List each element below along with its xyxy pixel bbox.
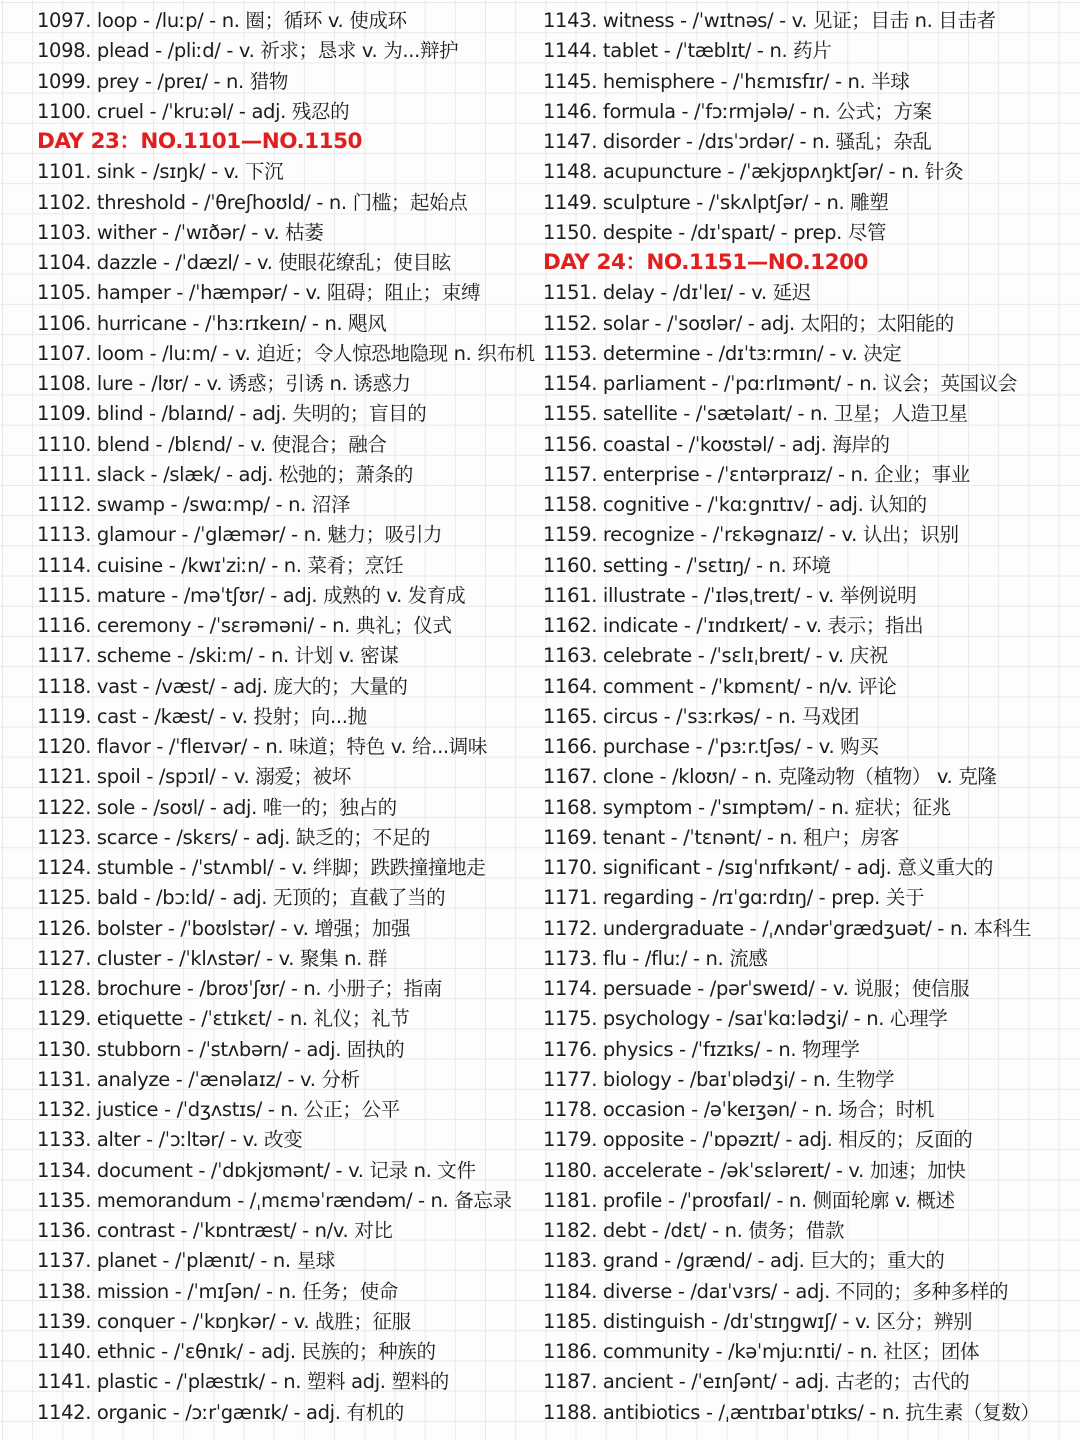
vocab-entry-1133: 1133. alter - /ˈɔːltər/ - v. 改变 [37,1128,303,1152]
vocab-entry-1108: 1108. lure - /lʊr/ - v. 诱惑；引诱 n. 诱惑力 [37,372,411,395]
vocab-entry-1180: 1180. accelerate - /əkˈsɛləreɪt/ - v. 加速；加快 [543,1158,966,1182]
vocab-entry-1159: 1159. recognize - /ˈrɛkəgnaɪz/ - v. 认出；识别 [543,523,959,547]
vocab-entry-1173: 1173. flu - /fluː/ - n. 流感 [543,946,768,970]
day-23-heading: DAY 23：NO.1101—NO.1150 [37,129,363,154]
vocab-entry-1123: 1123. scarce - /skɛrs/ - adj. 缺乏的；不足的 [37,825,431,849]
vocab-entry-1174: 1174. persuade - /pərˈsweɪd/ - v. 说服；使信服 [543,977,970,1000]
vocab-entry-1136: 1136. contrast - /ˈkɒntræst/ - n/v. 对比 [37,1219,393,1242]
vocab-entry-1099: 1099. prey - /preɪ/ - n. 猎物 [37,69,289,93]
vocab-entry-1147: 1147. disorder - /dɪsˈɔrdər/ - n. 骚乱；杂乱 [543,130,932,153]
vocab-entry-1181: 1181. profile - /ˈproʊfaɪl/ - n. 侧面轮廓 v. 概述 [543,1188,955,1212]
vocab-entry-1187: 1187. ancient - /ˈeɪnʃənt/ - adj. 古老的；古代的 [543,1370,970,1394]
vocab-entry-1113: 1113. glamour - /ˈglæmər/ - n. 魅力；吸引力 [37,523,443,547]
vocab-entry-1115: 1115. mature - /məˈtʃʊr/ - adj. 成熟的 v. 发育成 [37,583,466,607]
vocab-entry-1121: 1121. spoil - /spɔɪl/ - v. 溺爱；被坏 [37,765,351,789]
vocab-entry-1153: 1153. determine - /dɪˈtɜːrmɪn/ - v. 决定 [543,341,902,365]
vocab-entry-1105: 1105. hamper - /ˈhæmpər/ - v. 阻碍；阻止；束缚 [37,281,481,305]
vocab-entry-1139: 1139. conquer - /ˈkɒŋkər/ - v. 战胜；征服 [37,1309,411,1333]
vocab-entry-1179: 1179. opposite - /ˈɒpəzɪt/ - adj. 相反的；反面的 [543,1128,973,1152]
vocab-entry-1149: 1149. sculpture - /ˈskʌlptʃər/ - n. 雕塑 [543,190,889,214]
vocab-entry-1104: 1104. dazzle - /ˈdæzl/ - v. 使眼花缭乱；使目眩 [37,251,451,274]
vocab-entry-1107: 1107. loom - /luːm/ - v. 迫近；令人惊恐地隐现 n. 织布机 [37,341,535,365]
vocab-entry-1154: 1154. parliament - /ˈpɑːrlɪmənt/ - n. 议会；英国议会 [543,372,1018,395]
vocab-entry-1100: 1100. cruel - /ˈkruːəl/ - adj. 残忍的 [37,99,350,123]
vocab-entry-1185: 1185. distinguish - /dɪˈstɪŋgwɪʃ/ - v. 区分；辨别 [543,1309,973,1333]
left-column [37,6,542,1428]
vocab-entry-1176: 1176. physics - /ˈfɪzɪks/ - n. 物理学 [543,1037,860,1061]
vocab-entry-1122: 1122. sole - /soʊl/ - adj. 唯一的；独占的 [37,795,397,819]
vocab-entry-1178: 1178. occasion - /əˈkeɪʒən/ - n. 场合；时机 [543,1098,934,1121]
vocab-entry-1134: 1134. document - /ˈdɒkjʊmənt/ - v. 记录 n. 文件 [37,1158,476,1182]
vocab-entry-1130: 1130. stubborn - /ˈstʌbərn/ - adj. 固执的 [37,1037,405,1061]
vocab-entry-1188: 1188. antibiotics - /ˌæntɪbaɪˈɒtɪks/ - n. 抗生素（复数） [543,1400,1040,1424]
vocab-entry-1138: 1138. mission - /ˈmɪʃən/ - n. 任务；使命 [37,1279,398,1303]
vocab-entry-1125: 1125. bald - /bɔːld/ - adj. 无顶的；直截了当的 [37,886,446,910]
vocab-entry-1155: 1155. satellite - /ˈsætəlaɪt/ - n. 卫星；人造卫星 [543,402,968,426]
vocab-entry-1141: 1141. plastic - /ˈplæstɪk/ - n. 塑料 adj. 塑料的 [37,1370,449,1394]
vocab-entry-1146: 1146. formula - /ˈfɔːrmjələ/ - n. 公式；方案 [543,99,932,123]
vocab-entry-1169: 1169. tenant - /ˈtɛnənt/ - n. 租户；房客 [543,825,899,849]
vocab-entry-1124: 1124. stumble - /ˈstʌmbl/ - v. 绊脚；跌跌撞撞地走 [37,856,486,879]
vocab-entry-1152: 1152. solar - /ˈsoʊlər/ - adj. 太阳的；太阳能的 [543,311,954,335]
vocab-entry-1157: 1157. enterprise - /ˈɛntərpraɪz/ - n. 企业；事业 [543,462,970,486]
vocab-entry-1184: 1184. diverse - /daɪˈvɜrs/ - adj. 不同的；多种多样的 [543,1279,1009,1303]
vocab-entry-1143: 1143. witness - /ˈwɪtnəs/ - v. 见证；目击 n. 目击者 [543,9,996,32]
vocab-entry-1165: 1165. circus - /ˈsɜːrkəs/ - n. 马戏团 [543,704,860,728]
vocab-entry-1160: 1160. setting - /ˈsɛtɪŋ/ - n. 环境 [543,553,831,577]
right-column [543,6,1078,1428]
vocab-entry-1126: 1126. bolster - /ˈboʊlstər/ - v. 增强；加强 [37,916,411,940]
vocab-entry-1151: 1151. delay - /dɪˈleɪ/ - v. 延迟 [543,281,811,305]
vocab-entry-1111: 1111. slack - /slæk/ - adj. 松弛的；萧条的 [37,462,413,486]
vocab-entry-1119: 1119. cast - /kæst/ - v. 投射；向...抛 [37,704,367,728]
vocab-entry-1137: 1137. planet - /ˈplænɪt/ - n. 星球 [37,1249,335,1273]
vocab-entry-1117: 1117. scheme - /skiːm/ - n. 计划 v. 密谋 [37,644,399,668]
vocab-entry-1140: 1140. ethnic - /ˈɛθnɪk/ - adj. 民族的；种族的 [37,1340,436,1363]
vocab-entry-1175: 1175. psychology - /saɪˈkɑːlədʒi/ - n. 心理学 [543,1007,948,1031]
vocab-entry-1168: 1168. symptom - /ˈsɪmptəm/ - n. 症状；征兆 [543,795,951,819]
vocab-entry-1186: 1186. community - /kəˈmjuːnɪti/ - n. 社区；团体 [543,1340,980,1363]
vocab-entry-1163: 1163. celebrate - /ˈsɛlɪˌbreɪt/ - v. 庆祝 [543,644,888,668]
vocab-entry-1144: 1144. tablet - /ˈtæblɪt/ - n. 药片 [543,39,832,63]
vocab-entry-1110: 1110. blend - /blɛnd/ - v. 使混合；融合 [37,432,387,456]
vocab-entry-1145: 1145. hemisphere - /ˈhɛmɪsfɪr/ - n. 半球 [543,69,910,93]
vocab-entry-1183: 1183. grand - /grænd/ - adj. 巨大的；重大的 [543,1249,945,1273]
vocab-entry-1164: 1164. comment - /ˈkɒmɛnt/ - n/v. 评论 [543,674,897,698]
vocab-entry-1135: 1135. memorandum - /ˌmɛməˈrændəm/ - n. 备忘录 [37,1188,512,1212]
vocab-entry-1182: 1182. debt - /dɛt/ - n. 债务；借款 [543,1219,845,1242]
vocab-entry-1177: 1177. biology - /baɪˈɒlədʒi/ - n. 生物学 [543,1067,895,1091]
vocab-entry-1171: 1171. regarding - /rɪˈgɑːrdɪŋ/ - prep. 关于 [543,886,925,910]
vocab-entry-1166: 1166. purchase - /ˈpɜːr.tʃəs/ - v. 购买 [543,735,879,758]
vocab-entry-1127: 1127. cluster - /ˈklʌstər/ - v. 聚集 n. 群 [37,946,388,970]
vocab-entry-1161: 1161. illustrate - /ˈɪləsˌtreɪt/ - v. 举例说明 [543,583,917,607]
vocab-entry-1120: 1120. flavor - /ˈfleɪvər/ - n. 味道；特色 v. 给...调味 [37,735,488,758]
vocab-entry-1170: 1170. significant - /sɪgˈnɪfɪkənt/ - adj. 意义重大的 [543,856,994,879]
vocab-entry-1097: 1097. loop - /luːp/ - n. 圈；循环 v. 使成环 [37,9,407,32]
vocab-entry-1142: 1142. organic - /ɔːrˈgænɪk/ - adj. 有机的 [37,1400,404,1424]
vocab-entry-1101: 1101. sink - /sɪŋk/ - v. 下沉 [37,160,284,184]
vocab-entry-1132: 1132. justice - /ˈdʒʌstɪs/ - n. 公正；公平 [37,1098,400,1121]
vocab-entry-1131: 1131. analyze - /ˈænəlaɪz/ - v. 分析 [37,1067,360,1091]
vocab-entry-1129: 1129. etiquette - /ˈɛtɪkɛt/ - n. 礼仪；礼节 [37,1007,410,1031]
day-24-heading: DAY 24：NO.1151—NO.1200 [543,250,869,275]
vocab-entry-1162: 1162. indicate - /ˈɪndɪkeɪt/ - v. 表示；指出 [543,614,924,637]
vocab-entry-1118: 1118. vast - /væst/ - adj. 庞大的；大量的 [37,674,408,698]
vocab-entry-1148: 1148. acupuncture - /ˈækjʊpʌŋktʃər/ - n. 针灸 [543,160,964,184]
vocab-entry-1109: 1109. blind - /blaɪnd/ - adj. 失明的；盲目的 [37,402,427,426]
vocab-entry-1114: 1114. cuisine - /kwɪˈziːn/ - n. 菜肴；烹饪 [37,553,404,577]
vocab-entry-1112: 1112. swamp - /swɑːmp/ - n. 沼泽 [37,493,351,516]
vocab-entry-1103: 1103. wither - /ˈwɪðər/ - v. 枯萎 [37,220,324,244]
vocab-entry-1102: 1102. threshold - /ˈθreʃhoʊld/ - n. 门槛；起始点 [37,190,468,214]
vocab-entry-1156: 1156. coastal - /ˈkoʊstəl/ - adj. 海岸的 [543,432,890,456]
vocab-entry-1150: 1150. despite - /dɪˈspaɪt/ - prep. 尽管 [543,220,887,244]
vocab-entry-1158: 1158. cognitive - /ˈkɑːgnɪtɪv/ - adj. 认知的 [543,493,927,516]
vocab-entry-1128: 1128. brochure - /broʊˈʃʊr/ - n. 小册子；指南 [37,977,442,1000]
vocab-entry-1106: 1106. hurricane - /ˈhɜːrɪkeɪn/ - n. 飓风 [37,311,387,335]
vocab-entry-1172: 1172. undergraduate - /ˌʌndərˈgrædʒuət/ - n. 本科生 [543,916,1032,940]
vocab-entry-1098: 1098. plead - /pliːd/ - v. 祈求；恳求 v. 为...辩护 [37,39,459,63]
vocab-entry-1167: 1167. clone - /kloʊn/ - n. 克隆动物（植物） v. 克隆 [543,765,997,789]
vocab-entry-1116: 1116. ceremony - /ˈsɛrəməni/ - n. 典礼；仪式 [37,614,452,637]
